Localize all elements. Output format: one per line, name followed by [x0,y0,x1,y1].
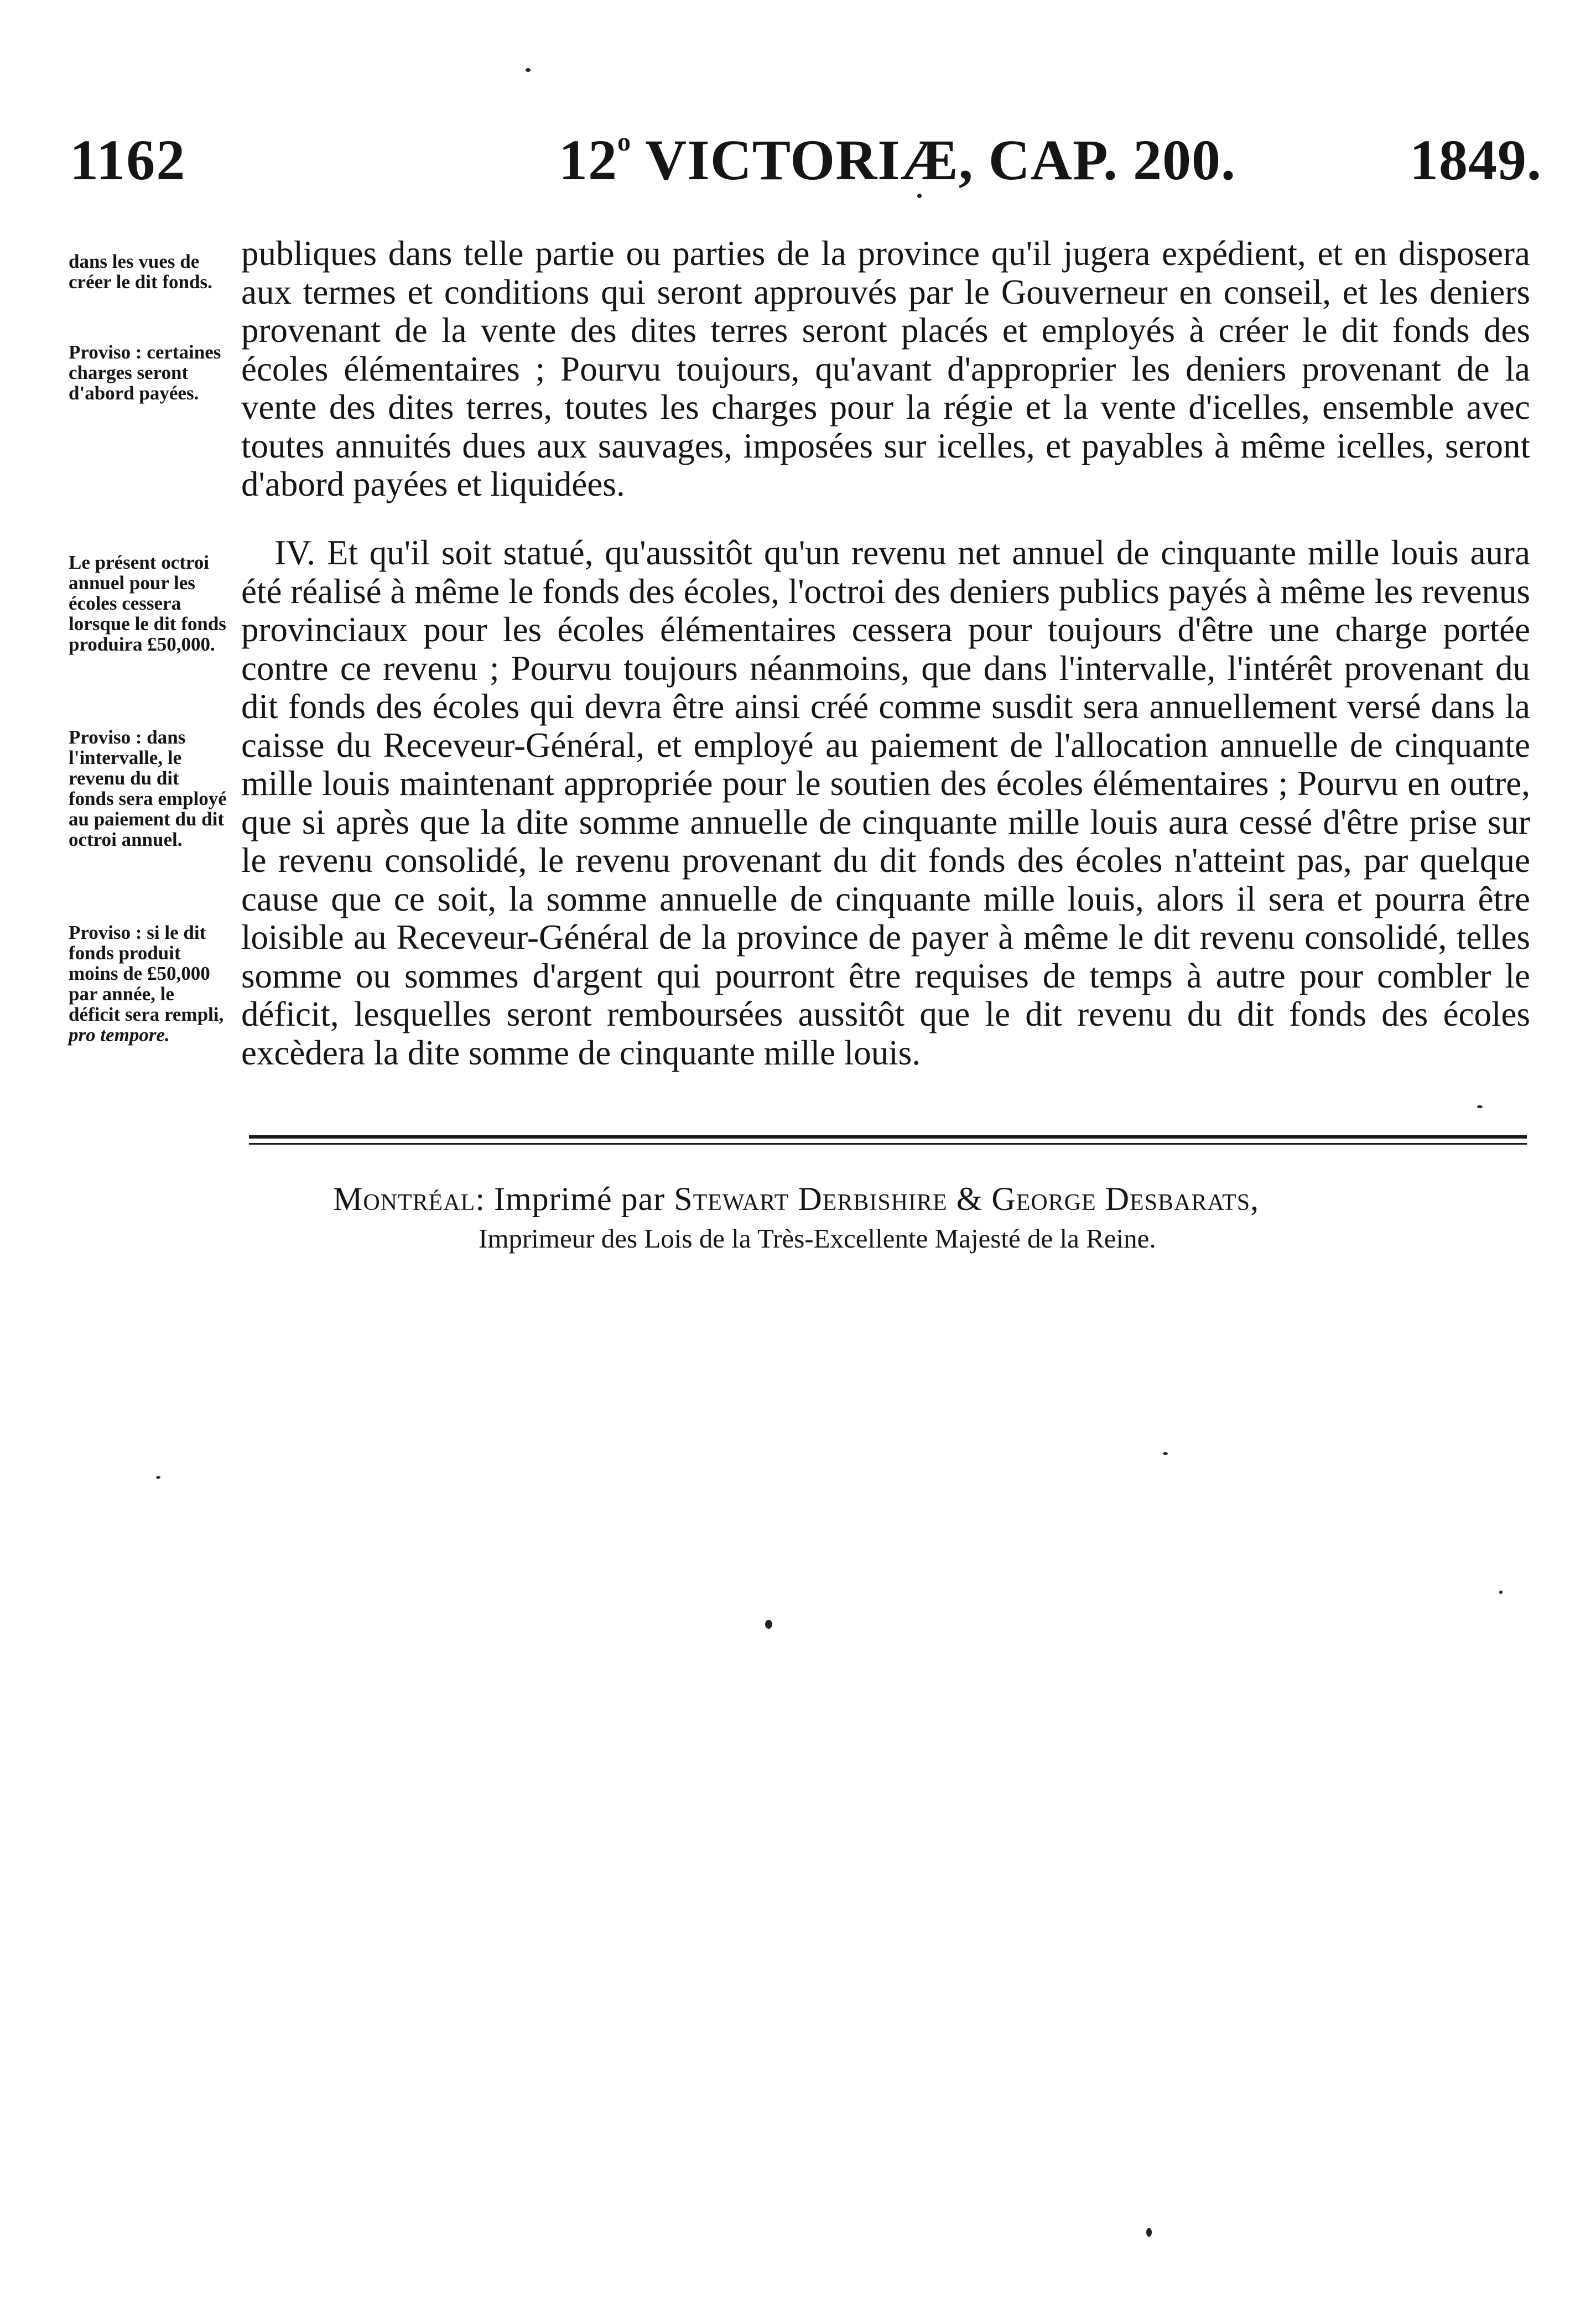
margin-note-1: dans les vues de créer le dit fonds. [69,251,212,293]
ink-speck [765,1620,772,1629]
page-number: 1162 [70,128,186,192]
imprint-printer-2: George Desbarats, [991,1181,1260,1217]
ink-speck [1499,1591,1503,1594]
imprint-printer-1: Stewart Derbishire [674,1181,948,1217]
margin-note-3: Le présent octroi annuel pour les écoles cessera lorsque le dit fonds produira £50,000. [69,552,226,655]
margin-note-4: Proviso : dans l'intervalle, le revenu du dit fonds sera employé au paiement du dit octroi annuel. [69,726,227,850]
body-paragraph-2: IV. Et qu'il soit statué, qu'aussitôt qu'un revenu net annuel de cinquante mille louis aura été réalisé à même le fonds des écoles, l'octroi des deniers publics payés à même les revenus provinciaux pour les écoles élémentaires cessera pour toujours d'être une charge portée contre ce revenu ; Pourvu toujours néanmoins, que dans l'intervalle, l'intérêt provenant du dit fonds des écoles qui devra être ainsi créé comme susdit sera annuellement versé dans la caisse du Receveur-Général, et employé au paiement de l'allocation annuelle de cinquante mille louis maintenant appropriée pour le soutien des écoles élémentaires ; Pourvu en outre, que si après que la dite somme annuelle de cinquante mille louis aura cessé d'être prise sur le revenu consolidé, le revenu provenant du dit fonds des écoles n'atteint pas, par quelque cause que ce soit, la somme annuelle de cinquante mille louis, alors il sera et pourra être loisible au Receveur-Général de la province de payer à même le dit revenu consolidé, telles somme ou sommes d'argent qui pourront être requises de temps à autre pour combler le déficit, lesquelles seront remboursées aussitôt que le dit revenu du dit fonds des écoles excèdera la dite somme de cinquante mille louis. [241,533,1530,1072]
header-year: 1849. [1410,128,1542,192]
body-paragraph-1: publiques dans telle partie ou parties de la province qu'il jugera expédient, et en disposera aux termes et conditions qui seront approuvés par le Gouverneur en conseil, et les deniers provenant de la vente des dites terres seront placés et employés à créer le dit fonds des écoles élémentaires ; Pourvu toujours, qu'avant d'approprier les deniers provenant de la vente des dites terres, toutes les charges pour la régie et la vente d'icelles, ensemble avec toutes annuités dues aux sauvages, imposées sur icelles, et payables à même icelles, seront d'abord payées et liquidées. [241,234,1530,503]
ink-speck [1146,2228,1152,2237]
regnal-ordinal: o [617,127,631,157]
imprint-city: Montréal [333,1181,476,1217]
double-rule-top [249,1135,1527,1139]
regnal-year: 12 [559,128,617,192]
double-rule-bottom [249,1143,1527,1145]
imprint-line-2: Imprimeur des Lois de la Très-Excellente Majesté de la Reine. [479,1223,1156,1254]
margin-note-2: Proviso : certaines charges seront d'abord payées. [69,341,221,404]
ink-speck [1163,1452,1168,1455]
margin-note-5-italic: pro tempore. [69,1024,170,1046]
imprint-ampersand: & [956,1181,983,1217]
ink-speck [1477,1105,1483,1108]
ink-speck [526,68,531,72]
chapter-title: VICTORIÆ, CAP. 200. [631,128,1236,192]
running-title [559,127,1236,193]
imprint-line-1 [333,1180,1259,1218]
imprint-printed-by: : Imprimé par [475,1181,666,1217]
ink-speck [156,1476,160,1479]
margin-note-5 [69,922,229,1045]
margin-note-5-text: Proviso : si le dit fonds produit moins de £50,000 par année, le déficit sera rempli, [69,922,224,1025]
ink-speck [917,194,922,198]
